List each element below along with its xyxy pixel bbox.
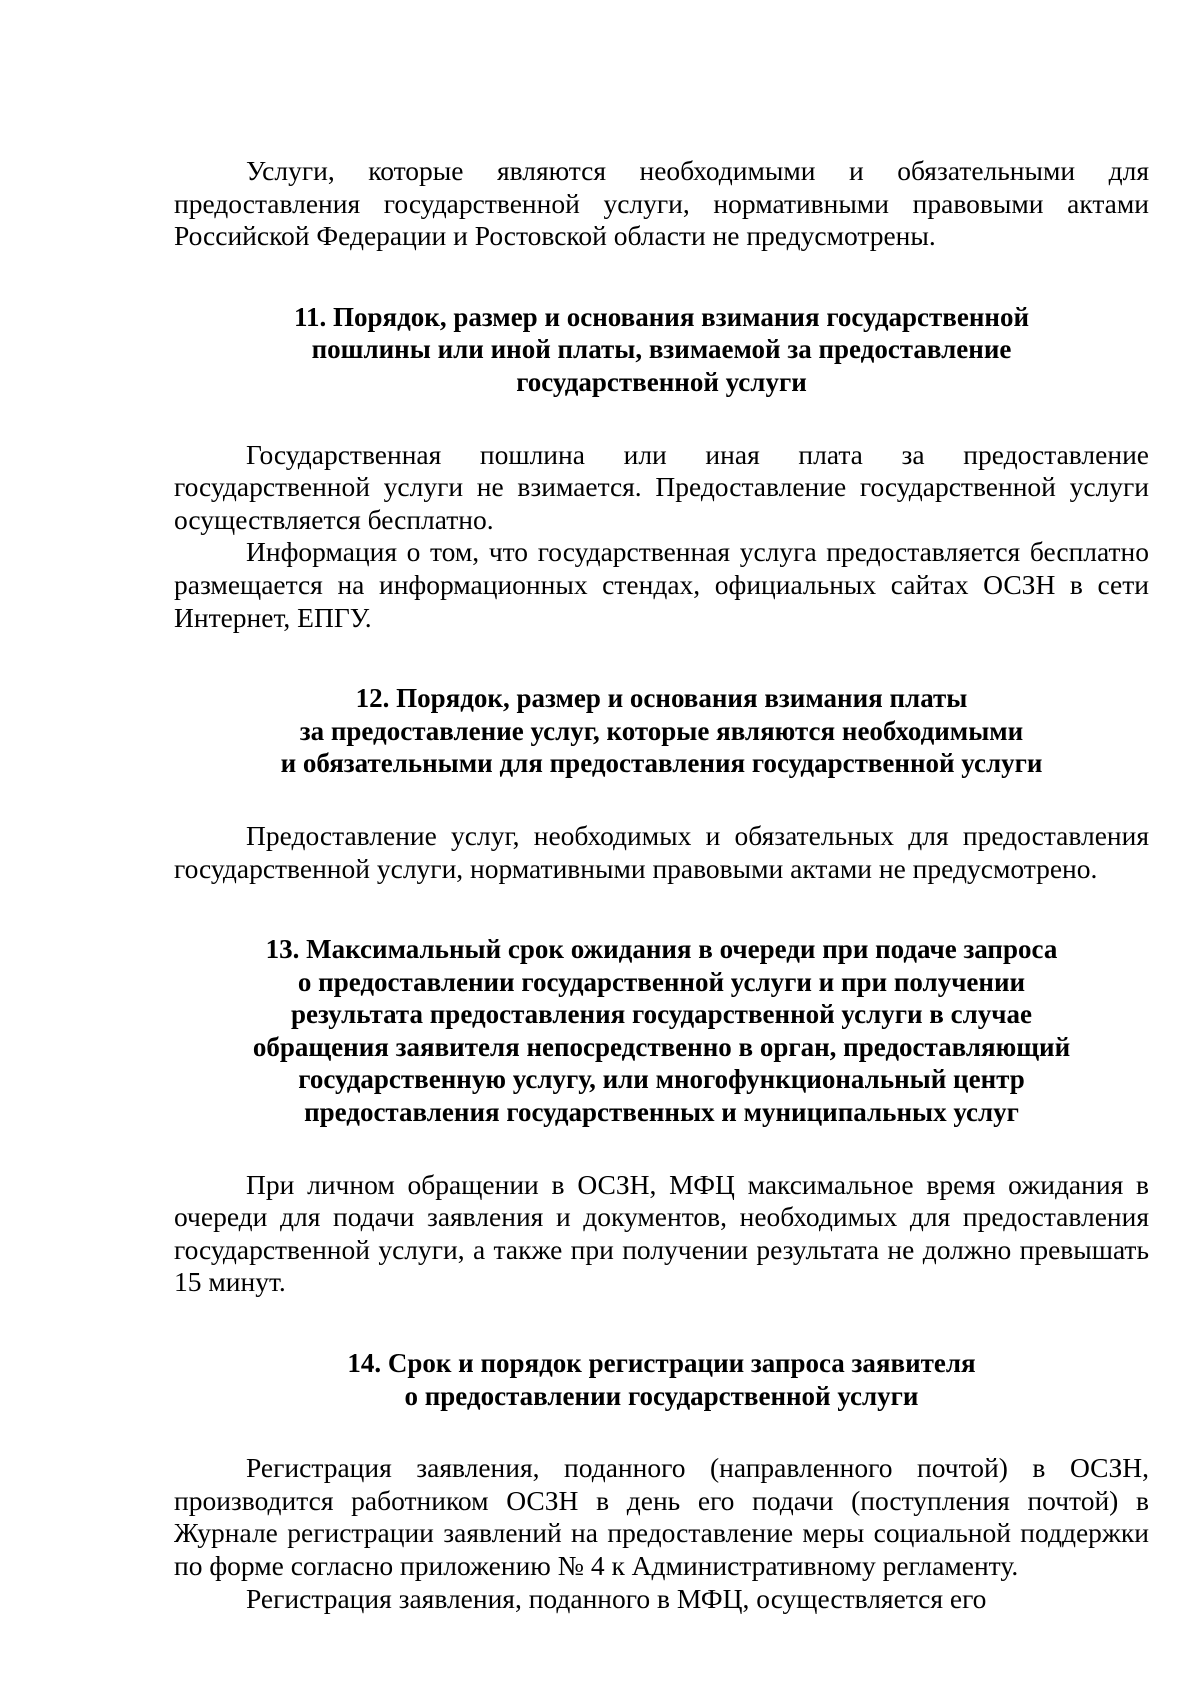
heading-line: государственной услуги — [516, 366, 807, 397]
heading-line: о предоставлении государственной услуги — [404, 1380, 919, 1411]
document-page — [174, 155, 1149, 1615]
section-14-paragraph: Регистрация заявления, поданного в МФЦ, осуществляется его — [246, 1582, 987, 1614]
heading-line: за предоставление услуг, которые являются необходимыми — [299, 715, 1024, 746]
heading-line: 14. Срок и порядок регистрации запроса заявителя — [347, 1348, 976, 1379]
section-12-heading — [174, 682, 1149, 780]
heading-line: пошлины или иной платы, взимаемой за предоставление — [311, 334, 1012, 365]
section-11-heading — [174, 301, 1149, 399]
section-12-paragraph: Предоставление услуг, необходимых и обязательных для предоставления государственной услуги, нормативными правовыми актами не предусмотрено. — [174, 819, 1149, 884]
heading-line: государственную услугу, или многофункциональный центр — [298, 1064, 1025, 1095]
heading-line: 12. Порядок, размер и основания взимания платы — [355, 683, 968, 714]
section-11-paragraph: Информация о том, что государственная услуга предоставляется бесплатно размещается на информационных стендах, официальных сайтах ОСЗН в сети Интернет, ЕПГУ. — [174, 536, 1149, 633]
heading-line: результата предоставления государственной услуги в случае — [291, 999, 1032, 1030]
heading-line: 13. Максимальный срок ожидания в очереди при подаче запроса — [265, 934, 1058, 965]
heading-line: 11. Порядок, размер и основания взимания государственной — [293, 301, 1030, 332]
section-14-heading — [174, 1347, 1149, 1412]
intro-paragraph: Услуги, которые являются необходимыми и обязательными для предоставления государственной услуги, нормативными правовыми актами Российской Федерации и Ростовской области не предусмотрены. — [174, 155, 1149, 252]
heading-line: предоставления государственных и муниципальных услуг — [304, 1097, 1019, 1128]
section-14-paragraph: Регистрация заявления, поданного (направленного почтой) в ОСЗН, производится работником ОСЗН в день его подачи (поступления почтой) в Журнале регистрации заявлений на предоставление меры социальной поддержки по форме согласно приложению № 4 к Административному регламенту. — [174, 1452, 1149, 1581]
section-13-heading — [174, 933, 1149, 1129]
heading-line: о предоставлении государственной услуги и при получении — [297, 966, 1026, 997]
section-11-paragraph: Государственная пошлина или иная плата за предоставление государственной услуги не взимается. Предоставление государственной услуги осуществляется бесплатно. — [174, 438, 1149, 535]
section-13-paragraph: При личном обращении в ОСЗН, МФЦ максимальное время ожидания в очереди для подачи заявления и документов, необходимых для предоставления государственной услуги, а также при получении результата не должно превышать 15 минут. — [174, 1168, 1149, 1298]
heading-line: обращения заявителя непосредственно в орган, предоставляющий — [252, 1031, 1071, 1062]
heading-line: и обязательными для предоставления государственной услуги — [280, 748, 1043, 779]
